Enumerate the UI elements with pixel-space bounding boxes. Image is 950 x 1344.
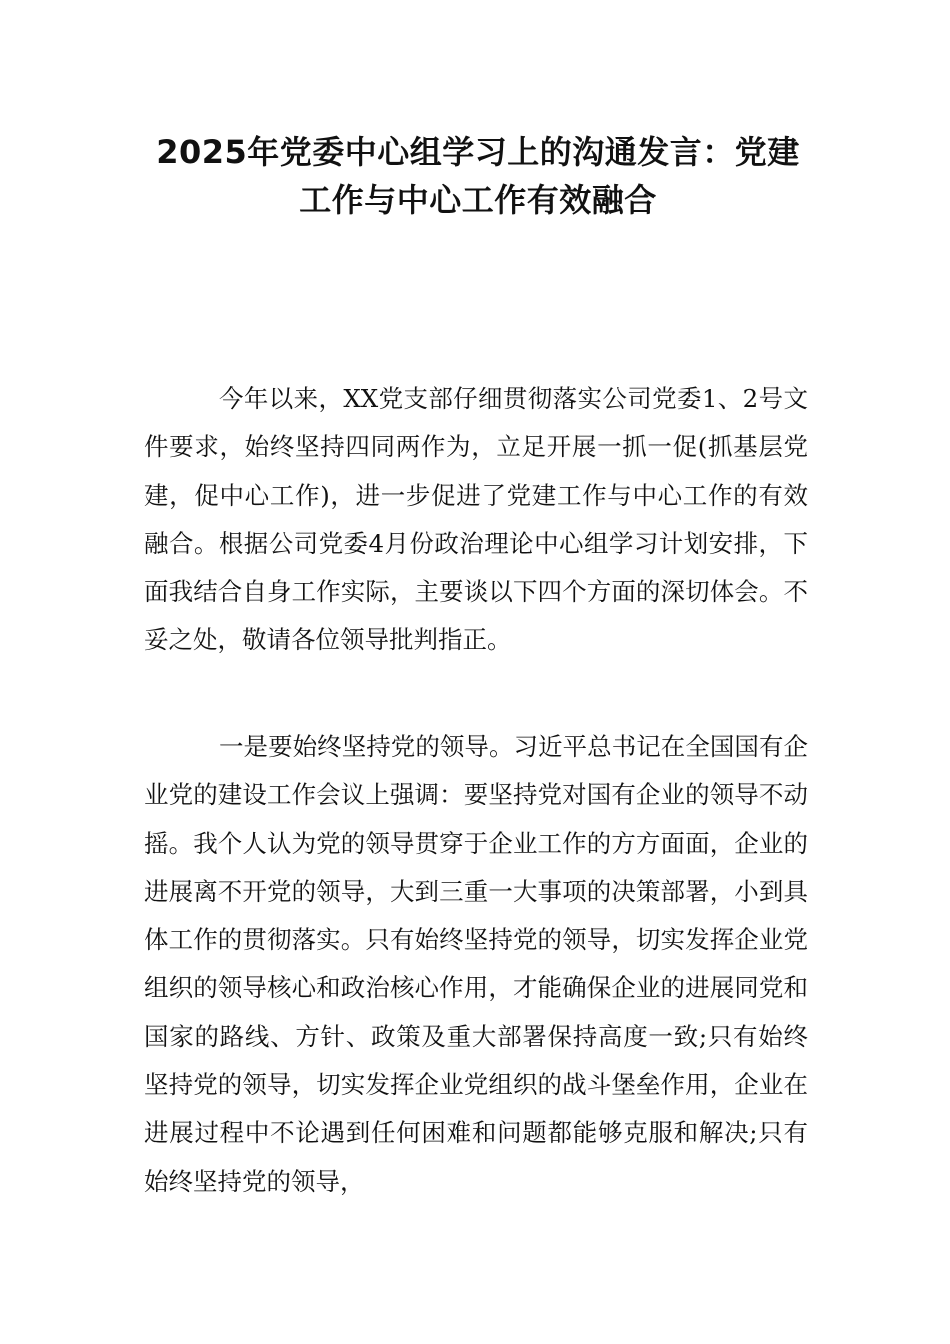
document-title: 2025年党委中心组学习上的沟通发言：党建工作与中心工作有效融合 <box>156 133 800 219</box>
body-paragraph-2: 一是要始终坚持党的领导。习近平总书记在全国国有企业党的建设工作会议上强调：要坚持党对国有企业的领导不动摇。我个人认为党的领导贯穿于企业工作的方方面面，企业的进展离不开党的领导，大到三重一大事项的决策部署，小到具体工作的贯彻落实。只有始终坚持党的领导，切实发挥企业党组织的领导核心和政治核心作用，才能确保企业的进展同党和国家的路线、方针、政策及重大部署保持高度一致;只有始终坚持党的领导，切实发挥企业党组织的战斗堡垒作用，企业在进展过程中不论遇到任何困难和问题都能够克服和解决;只有始终坚持党的领导， <box>144 732 808 1196</box>
body-paragraph-1: 今年以来，XX党支部仔细贯彻落实公司党委1、2号文件要求，始终坚持四同两作为，立足开展一抓一促(抓基层党建，促中心工作)，进一步促进了党建工作与中心工作的有效融合。根据公司党委4月份政治理论中心组学习计划安排，下面我结合自身工作实际，主要谈以下四个方面的深切体会。不妥之处，敬请各位领导批判指正。 <box>144 384 808 655</box>
